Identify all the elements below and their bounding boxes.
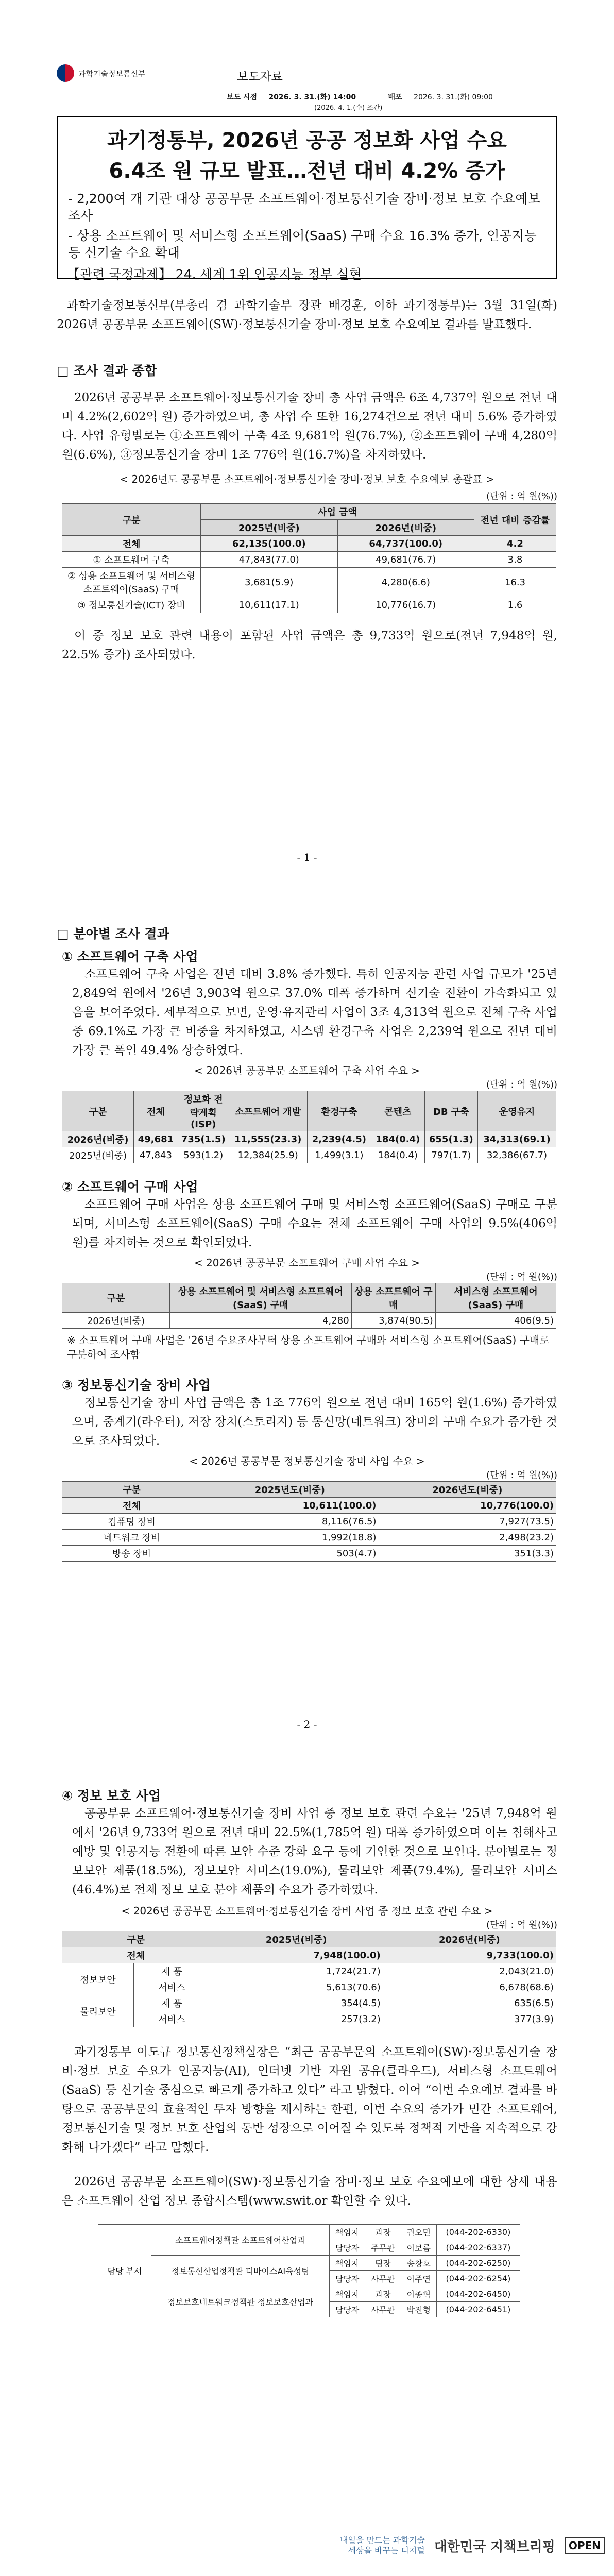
cell: 4,280 xyxy=(170,1313,352,1329)
table-row xyxy=(62,1514,556,1530)
cell: 제 품 xyxy=(134,1995,210,2011)
table-row xyxy=(62,1979,556,1995)
intro-paragraph: 과학기술정보통신부(부총리 겸 과학기술부 장관 배경훈, 이하 과기정통부)는 3월 31일(화) 2026년 공공부문 소프트웨어(SW)·정보통신기술 장비·정보 보호 수요예보 결과를 발표했다. xyxy=(57,299,557,331)
table-row xyxy=(62,597,556,613)
slogan-line: 세상을 바꾸는 디지털 xyxy=(348,2546,425,2555)
cell: 34,313(69.1) xyxy=(478,1131,556,1147)
footer-logos xyxy=(340,2535,605,2556)
cell: 184(0.4) xyxy=(371,1147,424,1163)
table-caption: < 2026년도 공공부문 소프트웨어·정보통신기술 장비·정보 보호 수요예보 총괄표 > xyxy=(120,473,494,485)
cell: 377(3.9) xyxy=(383,2011,556,2027)
slogan-line: 내일을 만드는 과학기술 xyxy=(340,2535,425,2545)
summary-bullet: - 상용 소프트웨어 및 서비스형 소프트웨어(SaaS) 구매 수요 16.3% 증가, 인공지능 등 신기술 수요 확대 xyxy=(68,228,537,260)
table-row xyxy=(62,2011,556,2027)
table-row xyxy=(62,1131,556,1147)
phone: (044-202-6337) xyxy=(436,2240,520,2256)
table-row xyxy=(62,1313,556,1329)
th: 운영유지 xyxy=(478,1091,556,1131)
phone: (044-202-6451) xyxy=(436,2302,520,2317)
role: 담당자 xyxy=(329,2302,365,2317)
rank: 과장 xyxy=(365,2225,401,2240)
th: DB 구축 xyxy=(424,1091,477,1131)
slogan xyxy=(340,2535,425,2556)
th-group: 구분 xyxy=(62,504,201,536)
contact-label: 담당 부서 xyxy=(98,2225,151,2317)
headline-line2: 6.4조 원 규모 발표…전년 대비 4.2% 증가 xyxy=(109,159,505,183)
ministry-name: 과학기술정보통신부 xyxy=(78,69,146,78)
cell: 네트워크 장비 xyxy=(62,1530,201,1546)
section-heading: □ 조사 결과 종합 xyxy=(57,363,157,378)
cell: 7,948(100.0) xyxy=(210,1947,383,1963)
cell: 7,927(73.5) xyxy=(379,1514,556,1530)
person: 이주연 xyxy=(401,2271,436,2286)
sw-build-table xyxy=(62,1091,556,1163)
page-3 xyxy=(0,1734,614,2576)
cell: 12,384(25.9) xyxy=(229,1147,307,1163)
cell: 10,611(100.0) xyxy=(201,1498,379,1514)
cell: 2026년(비중) xyxy=(62,1131,134,1147)
table-row xyxy=(62,1498,556,1514)
phone: (044-202-6330) xyxy=(436,2225,520,2240)
table-row xyxy=(62,552,556,568)
cell: 49,681 xyxy=(134,1131,178,1147)
cell: 방송 장비 xyxy=(62,1546,201,1562)
headline-box xyxy=(57,116,557,282)
cell: 16.3 xyxy=(474,568,556,597)
th-growth: 전년 대비 증감률 xyxy=(474,504,556,536)
table-unit: (단위 : 억 원(%)) xyxy=(486,491,557,502)
table-caption: < 2026년 공공부문 소프트웨어 구축 사업 수요 > xyxy=(194,1064,420,1077)
purchase-note: ※ 소프트웨어 구매 사업은 '26년 수요조사부터 상용 소프트웨어 구매와 서비스형 소프트웨어(SaaS) 구매로 구분하여 조사함 xyxy=(67,1334,550,1361)
group-label: 정보보안 xyxy=(62,1963,134,1995)
table-row xyxy=(62,1530,556,1546)
subsection-title: ④ 정보 보호 사업 xyxy=(62,1788,161,1803)
cell: 2,043(21.0) xyxy=(383,1963,556,1979)
dept: 정보보호네트워크정책관 정보보호산업과 xyxy=(151,2286,330,2317)
person: 이보름 xyxy=(401,2240,436,2256)
cell: 3.8 xyxy=(474,552,556,568)
th: 콘텐츠 xyxy=(371,1091,424,1131)
cell: 제 품 xyxy=(134,1963,210,1979)
rank: 팀장 xyxy=(365,2256,401,2271)
cell: 735(1.5) xyxy=(178,1131,229,1147)
rank: 사무관 xyxy=(365,2302,401,2317)
cell: 354(4.5) xyxy=(210,1995,383,2011)
cell: 2,498(23.2) xyxy=(379,1530,556,1546)
table-row xyxy=(62,1147,556,1163)
th: 전체 xyxy=(134,1091,178,1131)
page-number: - 2 - xyxy=(297,1718,317,1731)
table-unit: (단위 : 억 원(%)) xyxy=(486,1079,557,1090)
cell: 1,992(18.8) xyxy=(201,1530,379,1546)
quote-paragraph: 과기정통부 이도규 정보통신정책실장은 “최근 공공부문의 소프트웨어(SW)·정보통신기술 장비·정보 보호 수요가 인공지능(AI), 인터넷 기반 자원 공유(클라우드), 서비스형 소프트웨어(SaaS) 등 신기술 중심으로 빠르게 증가하고 있다” 라고 밝혔다. 이어 “이번 수요예보 결과를 바탕으로 공공부문의 효율적인 투자 방향을 제시하는 한편, 이번 수요의 증가가 민간 소프트웨어, 정보통신기술 및 정보 보호 산업의 동반 성장으로 이어질 수 있도록 정책적 기반을 지속적으로 강화해 나가겠다” 라고 말했다. xyxy=(62,2045,557,2154)
th: 서비스형 소프트웨어(SaaS) 구매 xyxy=(435,1283,556,1313)
th: 2026년도(비중) xyxy=(379,1482,556,1498)
row-label: ② 상용 소프트웨어 및 서비스형 소프트웨어(SaaS) 구매 xyxy=(62,568,201,597)
cell: 257(3.2) xyxy=(210,2011,383,2027)
table-row xyxy=(62,1963,556,1979)
table-caption: < 2026년 공공부문 소프트웨어·정보통신기술 장비 사업 중 정보 보호 관련 수요 > xyxy=(121,1905,493,1917)
section-heading: □ 분야별 조사 결과 xyxy=(57,926,169,941)
rank: 사무관 xyxy=(365,2271,401,2286)
cell: 10,776(16.7) xyxy=(337,597,474,613)
th: 구분 xyxy=(62,1482,201,1498)
th: 정보화 전략계획 (ISP) xyxy=(178,1091,229,1131)
rank: 주무관 xyxy=(365,2240,401,2256)
cell: 1.6 xyxy=(474,597,556,613)
cell: 2025년(비중) xyxy=(62,1147,134,1163)
table-unit: (단위 : 억 원(%)) xyxy=(486,1920,557,1930)
rank: 과장 xyxy=(365,2286,401,2302)
cell: 컴퓨팅 장비 xyxy=(62,1514,201,1530)
th: 상용 소프트웨어 구매 xyxy=(351,1283,435,1313)
table-unit: (단위 : 억 원(%)) xyxy=(486,1272,557,1282)
person: 권오민 xyxy=(401,2225,436,2240)
cell: 4,280(6.6) xyxy=(337,568,474,597)
table-row xyxy=(62,1546,556,1562)
page-2 xyxy=(0,867,614,1734)
doc-type: 보도자료 xyxy=(237,70,283,83)
role: 담당자 xyxy=(329,2240,365,2256)
security-table xyxy=(62,1931,556,2027)
row-label: 전체 xyxy=(62,536,201,552)
cell: 5,613(70.6) xyxy=(210,1979,383,1995)
contact-table xyxy=(98,2224,520,2317)
phone: (044-202-6250) xyxy=(436,2256,520,2271)
related-task: 【관련 국정과제】 24. 세계 1위 인공지능 정부 실현 xyxy=(67,267,362,282)
policy-briefing-logo: 대한민국 지책브리핑 xyxy=(434,2539,555,2555)
row-label: ③ 정보통신기술(ICT) 장비 xyxy=(62,597,201,613)
cell: 전체 xyxy=(62,1947,210,1963)
group-label: 물리보안 xyxy=(62,1995,134,2027)
row-label: ① 소프트웨어 구축 xyxy=(62,552,201,568)
security-summary: 이 중 정보 보호 관련 내용이 포함된 사업 금액은 총 9,733억 원으로(전년 7,948억 원, 22.5% 증가) 조사되었다. xyxy=(62,629,557,662)
cell: 64,737(100.0) xyxy=(337,536,474,552)
summary-list xyxy=(58,190,556,261)
ministry-logo xyxy=(57,64,145,82)
cell: 47,843(77.0) xyxy=(201,552,338,568)
ict-paragraph: 정보통신기술 장비 사업 금액은 총 1조 776억 원으로 전년 대비 165억 원(1.6%) 증가하였으며, 중계기(라우터), 저장 장치(스토리지) 등 통신망(네트워크) 장비의 구매 수요가 증가한 것으로 조사되었다. xyxy=(72,1396,557,1448)
sw-purchase-paragraph: 소프트웨어 구매 사업은 상용 소프트웨어 구매 및 서비스형 소프트웨어(SaaS) 구매로 구분되며, 서비스형 소프트웨어(SaaS) 구매 수요는 전체 소프트웨어 구매 사업의 9.5%(406억 원)를 차지하는 것으로 확인되었다. xyxy=(72,1198,557,1249)
summary-paragraph: 2026년 공공부문 소프트웨어·정보통신기술 장비 총 사업 금액은 6조 4,737억 원으로 전년 대비 4.2%(2,602억 원) 증가하였으며, 총 사업 수 또한 16,274건으로 전년 대비 5.6% 증가하였다. 사업 유형별로는 ①소프트웨어 구축 4조 9,681억 원(76.7%), ②소프트웨어 구매 4,280억 원(6.6%), ③정보통신기술 장비 1조 776억 원(16.7%)을 차지하였다. xyxy=(62,391,557,462)
table-row xyxy=(62,568,556,597)
cell: 4.2 xyxy=(474,536,556,552)
cell: 32,386(67.7) xyxy=(478,1147,556,1163)
person: 박진형 xyxy=(401,2302,436,2317)
ict-table xyxy=(62,1481,556,1562)
cell: 351(3.3) xyxy=(379,1546,556,1562)
phone: (044-202-6450) xyxy=(436,2286,520,2302)
table-caption: < 2026년 공공부문 정보통신기술 장비 사업 수요 > xyxy=(189,1455,425,1467)
subsection-title: ① 소프트웨어 구축 사업 xyxy=(62,949,198,964)
table-row xyxy=(98,2286,520,2302)
summary-table xyxy=(62,503,556,613)
cell: 8,116(76.5) xyxy=(201,1514,379,1530)
cell: 10,611(17.1) xyxy=(201,597,338,613)
sw-build-paragraph: 소프트웨어 구축 사업은 전년 대비 3.8% 증가했다. 특히 인공지능 관련 사업 규모가 '25년 2,849억 원에서 '26년 3,903억 원으로 37.0% 대폭 증가하며 신기술 전환이 가속화되고 있음을 보여주었다. 세부적으로 보면, 운영·유지관리 사업이 3조 4,313억 원으로 전체 구축 사업 중 69.1%로 가장 큰 비중을 차지하였고, 시스템 환경구축 사업은 2,239억 원으로 전년 대비 가장 큰 폭인 49.4% 상승하였다. xyxy=(72,968,557,1057)
open-license-logo: OPEN xyxy=(565,2537,605,2554)
dist-label: 배포 xyxy=(388,93,402,101)
cell: 797(1.7) xyxy=(424,1147,477,1163)
cell: 3,681(5.9) xyxy=(201,568,338,597)
headline-line1: 과기정통부, 2026년 공공 정보화 사업 수요 xyxy=(107,129,507,152)
government-emblem-icon xyxy=(57,64,74,82)
table-caption: < 2026년 공공부문 소프트웨어 구매 사업 수요 > xyxy=(194,1257,420,1269)
table-row xyxy=(98,2256,520,2271)
cell: 11,555(23.3) xyxy=(229,1131,307,1147)
embargo-value: 2026. 3. 31.(화) 14:00 xyxy=(268,93,356,101)
th: 구분 xyxy=(62,1931,210,1947)
th: 구분 xyxy=(62,1091,134,1131)
cell: 2,239(4.5) xyxy=(307,1131,371,1147)
th-2025: 2025년(비중) xyxy=(201,520,338,536)
summary-bullet: - 2,200여 개 기관 대상 공공부문 소프트웨어·정보통신기술 장비·정보 보호 수요예보 조사 xyxy=(68,191,540,223)
table-unit: (단위 : 억 원(%)) xyxy=(486,1470,557,1481)
cell: 62,135(100.0) xyxy=(201,536,338,552)
cell: 1,724(21.7) xyxy=(210,1963,383,1979)
role: 책임자 xyxy=(329,2225,365,2240)
role: 책임자 xyxy=(329,2256,365,2271)
th: 구분 xyxy=(62,1283,170,1313)
phone: (044-202-6254) xyxy=(436,2271,520,2286)
dept: 정보통신산업정책관 디바이스AI육성팀 xyxy=(151,2256,330,2286)
subsection-title: ② 소프트웨어 구매 사업 xyxy=(62,1179,198,1194)
cell: 2026년(비중) xyxy=(62,1313,170,1329)
cell: 406(9.5) xyxy=(435,1313,556,1329)
th: 환경구축 xyxy=(307,1091,371,1131)
subsection-title: ③ 정보통신기술 장비 사업 xyxy=(62,1378,211,1393)
cell: 3,874(90.5) xyxy=(351,1313,435,1329)
cell: 9,733(100.0) xyxy=(383,1947,556,1963)
security-paragraph: 공공부문 소프트웨어·정보통신기술 장비 사업 중 정보 보호 관련 수요는 '25년 7,948억 원에서 '26년 9,733억 원으로 전년 대비 22.5%(1,785억 원) 대폭 증가하였으며 이는 침해사고 예방 및 인공지능 전환에 따른 보안 수준 강화 요구 등에 기인한 것으로 보인다. 분야별로는 정보보안 제품(18.5%), 정보보안 서비스(19.0%), 물리보안 제품(79.4%), 물리보안 서비스(46.4%)로 전체 정보 보호 분야 제품의 수요가 증가하였다. xyxy=(72,1807,557,1896)
cell: 593(1.2) xyxy=(178,1147,229,1163)
th: 2025년(비중) xyxy=(210,1931,383,1947)
sw-purchase-table xyxy=(62,1283,556,1329)
table-row xyxy=(62,1947,556,1963)
cell: 655(1.3) xyxy=(424,1131,477,1147)
table-row xyxy=(62,1995,556,2011)
embargo-label: 보도 시점 xyxy=(227,93,257,101)
th: 상용 소프트웨어 및 서비스형 소프트웨어(SaaS) 구매 xyxy=(170,1283,352,1313)
person: 이종혁 xyxy=(401,2286,436,2302)
cell: 635(6.5) xyxy=(383,1995,556,2011)
role: 담당자 xyxy=(329,2271,365,2286)
dept: 소프트웨어정책관 소프트웨어산업과 xyxy=(151,2225,330,2256)
th-2026: 2026년(비중) xyxy=(337,520,474,536)
th-amount: 사업 금액 xyxy=(201,504,474,520)
th: 2025년도(비중) xyxy=(201,1482,379,1498)
th: 소프트웨어 개발 xyxy=(229,1091,307,1131)
page-1 xyxy=(0,0,614,867)
cell: 서비스 xyxy=(134,2011,210,2027)
table-row xyxy=(98,2225,520,2240)
cell: 10,776(100.0) xyxy=(379,1498,556,1514)
cell: 49,681(76.7) xyxy=(337,552,474,568)
closing-paragraph: 2026년 공공부문 소프트웨어(SW)·정보통신기술 장비·정보 보호 수요예보에 대한 상세 내용은 소프트웨어 산업 정보 종합시스템(www.swit.or 확인할 수 있다. xyxy=(62,2175,557,2208)
dist-value: 2026. 3. 31.(화) 09:00 xyxy=(414,93,493,101)
th: 2026년(비중) xyxy=(383,1931,556,1947)
embargo-sub: (2026. 4. 1.(수) 조간) xyxy=(314,104,383,112)
cell: 서비스 xyxy=(134,1979,210,1995)
cell: 전체 xyxy=(62,1498,201,1514)
cell: 184(0.4) xyxy=(371,1131,424,1147)
cell: 6,678(68.6) xyxy=(383,1979,556,1995)
page-number: - 1 - xyxy=(297,851,317,863)
table-row xyxy=(62,536,556,552)
person: 송창호 xyxy=(401,2256,436,2271)
header-rule xyxy=(57,87,557,88)
cell: 1,499(3.1) xyxy=(307,1147,371,1163)
role: 책임자 xyxy=(329,2286,365,2302)
cell: 47,843 xyxy=(134,1147,178,1163)
cell: 503(4.7) xyxy=(201,1546,379,1562)
